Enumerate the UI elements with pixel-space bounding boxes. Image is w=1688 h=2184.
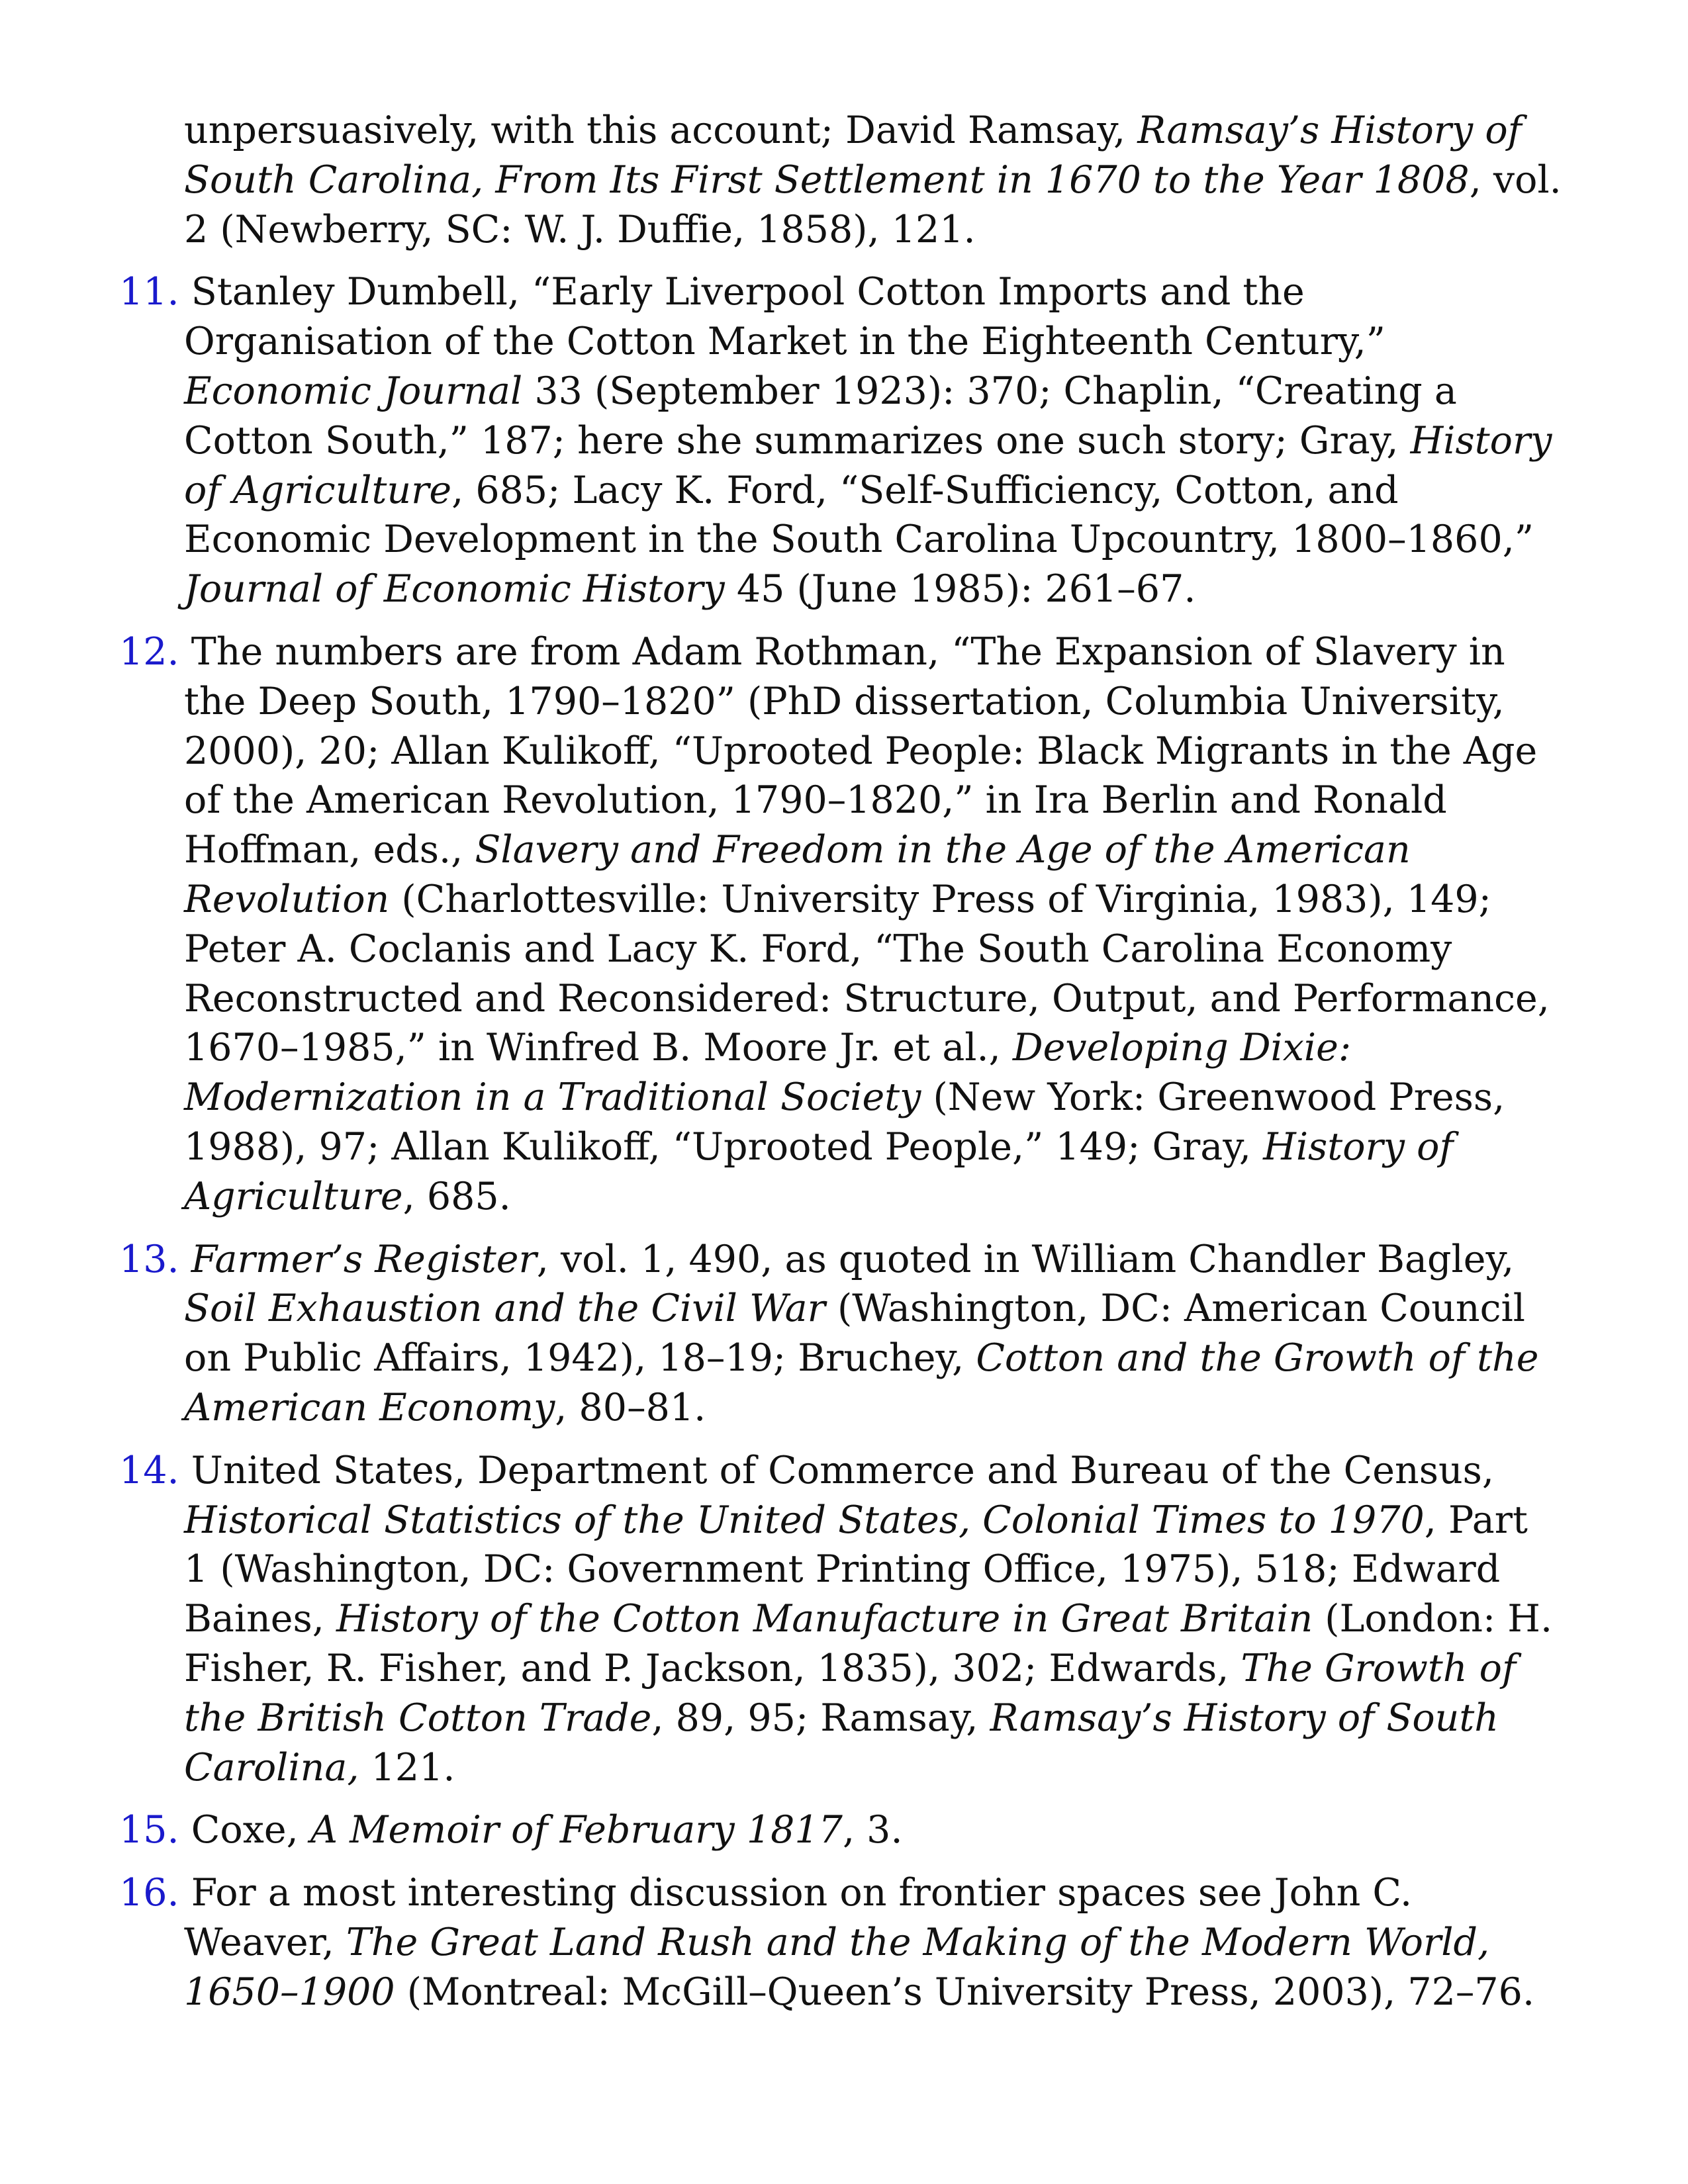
endnote-14 — [119, 1446, 1562, 1793]
note-text-seg: Coxe, — [191, 1808, 310, 1852]
note-number-link[interactable]: 12. — [119, 629, 179, 674]
note-text-seg: 121. — [359, 1745, 455, 1790]
note-text-seg: , 80–81. — [555, 1385, 706, 1430]
note-title-seg: History of the Cotton Manufacture in Great Britain — [336, 1597, 1313, 1641]
note-text-seg: , 3. — [842, 1808, 903, 1852]
note-title-seg: History of Agriculture — [184, 1124, 1454, 1218]
note-text-seg: (London: H. Fisher, R. Fisher, and P. Jackson, 1835), 302; Edwards, — [184, 1597, 1553, 1690]
note-number-link[interactable]: 14. — [119, 1448, 179, 1492]
note-title-seg: Slavery and Freedom in the Age of the American Revolution — [184, 828, 1411, 921]
endnote-12 — [119, 627, 1562, 1222]
note-title-seg: Journal of Economic History — [184, 567, 725, 612]
endnote-11 — [119, 267, 1562, 614]
note-title-seg: Soil Exhaustion and the Civil War — [184, 1287, 825, 1331]
note-title-seg: Ramsay’s History of South Carolina, From Its First Settlement in 1670 to the Year 1808 — [184, 109, 1522, 202]
note-text-seg: (Charlottesville: University Press of Virginia, 1983), 149; Peter A. Coclanis and Lacy K. Ford, “The South Carolina Economy Reconstructed and Reconsidered: Structure, Output, and Performance, 1670–1985,” in Winfred B. Moore Jr. et al., — [184, 877, 1550, 1070]
note-text-seg: Stanley Dumbell, “Early Liverpool Cotton Imports and the Organisation of the Cotton Market in the Eighteenth Century,” — [184, 270, 1385, 364]
note-title-seg: Historical Statistics of the United States, Colonial Times to 1970 — [184, 1498, 1425, 1542]
note-text-seg: , Part 1 (Washington, DC: Government Printing Office, 1975), 518; Edward Baines, — [184, 1498, 1528, 1641]
note-title-seg: The Great Land Rush and the Making of the Modern World, 1650–1900 — [184, 1920, 1490, 2014]
endnotes-list — [119, 106, 1562, 2030]
note-text-seg: (Montreal: McGill–Queen’s University Press, 2003), 72–76. — [395, 1970, 1535, 2014]
note-title-seg: The Growth of the British Cotton Trade — [184, 1646, 1517, 1740]
note-text-seg: , 685; Lacy K. Ford, “Self-Sufficiency, Cotton, and Economic Development in the South Carolina Upcountry, 1800–1860,” — [184, 468, 1534, 562]
note-text-seg: The numbers are from Adam Rothman, “The Expansion of Slavery in the Deep South, 1790–1820” (PhD dissertation, Columbia University, 2000), 20; Allan Kulikoff, “Uprooted People: Black Migrants in the Age of the American Revolution, 1790–1820,” in Ira Berlin and Ronald Hoffman, eds., — [184, 629, 1538, 872]
note-number-link[interactable]: 15. — [119, 1808, 179, 1852]
endnote-13 — [119, 1235, 1562, 1433]
note-text-seg: (New York: Greenwood Press, 1988), 97; Allan Kulikoff, “Uprooted People,” 149; Gray, — [184, 1075, 1505, 1169]
note-number-link[interactable]: 13. — [119, 1237, 179, 1281]
note-title-seg: A Memoir of February 1817 — [310, 1808, 843, 1852]
note-text-seg: , 89, 95; Ramsay, — [651, 1696, 990, 1740]
note-text-seg: , vol. 2 (Newberry, SC: W. J. Duffie, 1858), 121. — [184, 158, 1562, 251]
note-title-seg: History of Agriculture — [184, 418, 1552, 512]
note-title-seg: Cotton and the Growth of the American Economy — [184, 1336, 1539, 1430]
note-number-link[interactable]: 11. — [119, 270, 179, 314]
note-text-seg: 45 (June 1985): 261–67. — [724, 567, 1196, 612]
note-text-seg: United States, Department of Commerce and Bureau of the Census, — [191, 1448, 1495, 1492]
note-text-seg: For a most interesting discussion on frontier spaces see John C. Weaver, — [184, 1871, 1413, 1964]
note-title-seg: Economic Journal — [184, 369, 523, 413]
note-text-seg: unpersuasively, with this account; David Ramsay, — [184, 109, 1138, 152]
note-title-seg: Farmer’s Register — [191, 1237, 537, 1281]
note-text-seg: 33 (September 1923): 370; Chaplin, “Creating a Cotton South,” 187; here she summarizes one such story; Gray, — [184, 369, 1457, 463]
note-text-seg: , vol. 1, 490, as quoted in William Chandler Bagley, — [536, 1237, 1515, 1281]
note-text-seg: , 685. — [402, 1174, 511, 1218]
endnote-16 — [119, 1868, 1562, 2017]
endnote-continued — [119, 106, 1562, 254]
note-number-link[interactable]: 16. — [119, 1871, 179, 1915]
note-title-seg: Ramsay’s History of South Carolina, — [184, 1696, 1499, 1790]
note-title-seg: Developing Dixie: Modernization in a Traditional Society — [184, 1026, 1352, 1120]
note-text-seg: (Washington, DC: American Council on Public Affairs, 1942), 18–19; Bruchey, — [184, 1287, 1525, 1381]
endnote-15 — [119, 1805, 1562, 1855]
